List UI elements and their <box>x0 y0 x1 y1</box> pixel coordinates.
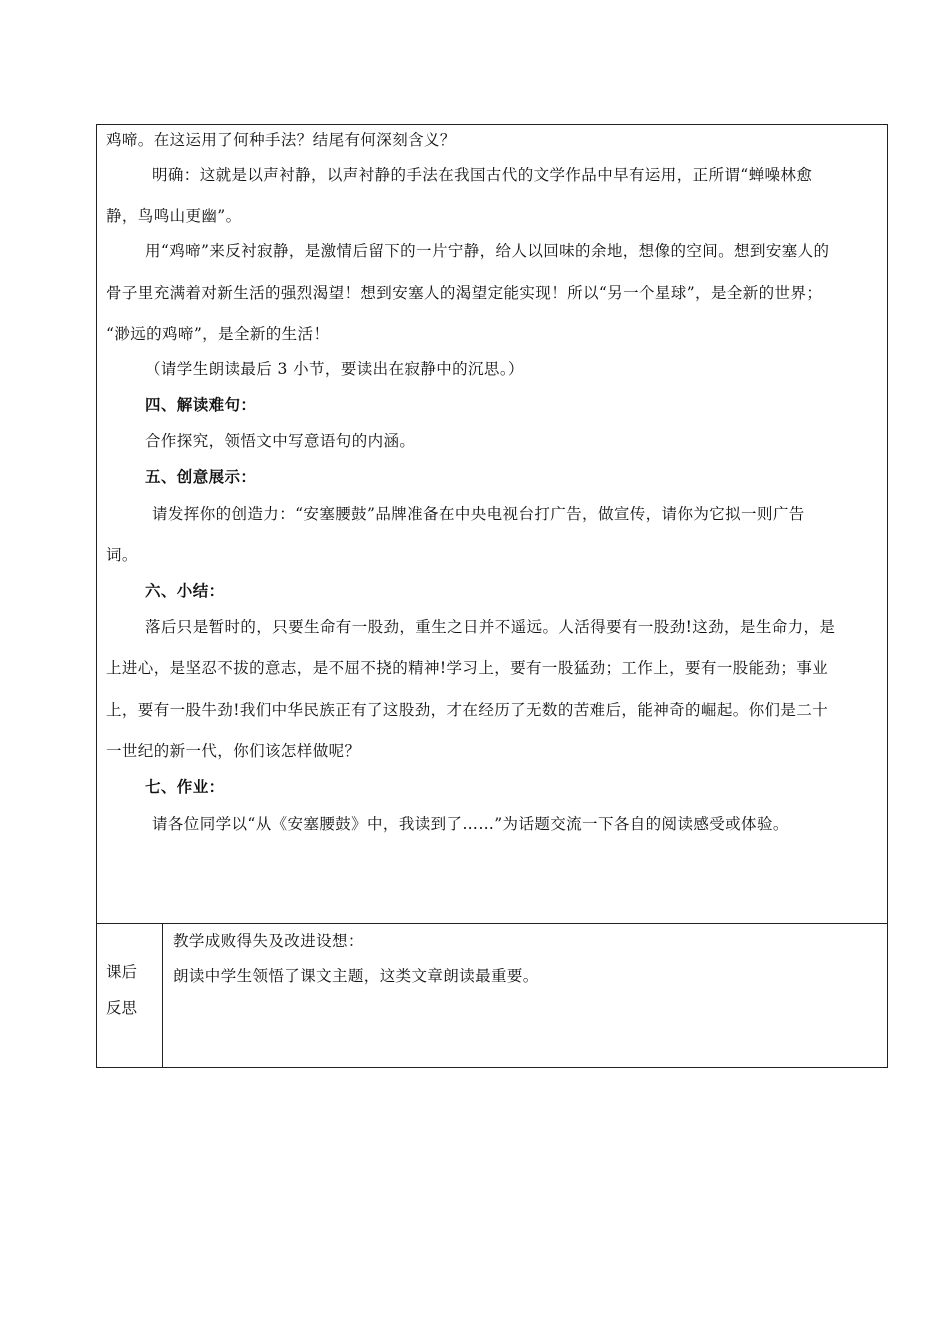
section-heading: 七、作业： <box>145 777 225 796</box>
text-line: 合作探究，领悟文中写意语句的内涵。 <box>145 432 416 450</box>
text-line: 落后只是暂时的，只要生命有一股劲，重生之日并不遥远。人活得要有一股劲!这劲，是生命力，是 <box>145 618 836 636</box>
reflection-label: 反思 <box>106 999 138 1017</box>
section-heading: 五、创意展示： <box>145 467 257 486</box>
text-line: 鸡啼。在这运用了何种手法？结尾有何深刻含义？ <box>106 131 456 149</box>
text-line: 骨子里充满着对新生活的强烈渴望！想到安塞人的渴望定能实现！所以“另一个星球”，是全新的世界； <box>106 284 823 302</box>
text-line: 请各位同学以“从《安塞腰鼓》中，我读到了……”为话题交流一下各自的阅读感受或体验。 <box>152 815 789 833</box>
text-line: 词。 <box>106 546 138 564</box>
reflection-label: 课后 <box>106 963 138 981</box>
reflection-table-row <box>96 923 888 1068</box>
reflection-title: 教学成败得失及改进设想： <box>173 932 364 950</box>
text-line: “渺远的鸡啼”，是全新的生活！ <box>106 325 330 343</box>
text-line: 上进心，是坚忍不拔的意志，是不屈不挠的精神!学习上，要有一股猛劲；工作上，要有一股能劲；事业 <box>106 659 829 677</box>
section-heading: 六、小结： <box>145 581 225 600</box>
section-heading: 四、解读难句： <box>145 395 257 414</box>
reflection-content: 朗读中学生领悟了课文主题，这类文章朗读最重要。 <box>173 967 539 985</box>
text-line: 请发挥你的创造力：“安塞腰鼓”品牌准备在中央电视台打广告，做宣传，请你为它拟一则广告 <box>152 505 805 523</box>
text-line: 明确：这就是以声衬静，以声衬静的手法在我国古代的文学作品中早有运用，正所谓“蝉噪林愈 <box>152 166 813 184</box>
text-line: （请学生朗读最后 3 小节，要读出在寂静中的沉思。） <box>145 360 524 378</box>
text-line: 用“鸡啼”来反衬寂静，是激情后留下的一片宁静，给人以回味的余地，想像的空间。想到安塞人的 <box>145 242 830 260</box>
column-divider <box>162 924 163 1067</box>
text-line: 静，鸟鸣山更幽”。 <box>106 207 242 225</box>
text-line: 一世纪的新一代，你们该怎样做呢？ <box>106 742 361 760</box>
lesson-table-cell <box>96 124 888 924</box>
text-line: 上，要有一股牛劲!我们中华民族正有了这股劲，才在经历了无数的苦难后，能神奇的崛起。你们是二十 <box>106 701 829 719</box>
